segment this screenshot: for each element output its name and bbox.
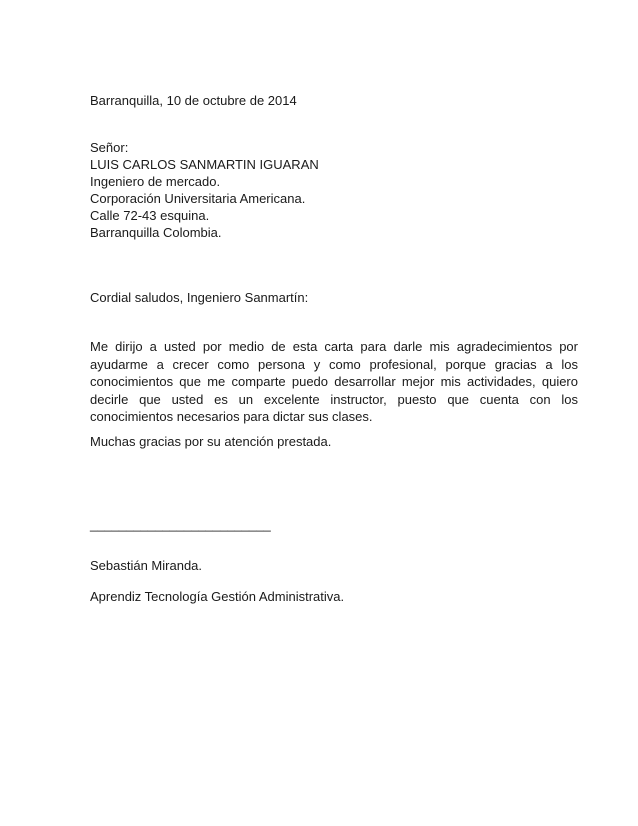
greeting [90,289,578,306]
recipient-address: Calle 72-43 esquina. [90,208,210,223]
signature-line [90,516,578,533]
signature-name-text: Sebastián Miranda. [90,558,203,573]
date-line [90,92,578,109]
recipient-block [90,139,578,241]
recipient-role: Ingeniero de mercado. [90,174,221,189]
closing-text: Muchas gracias por su atención prestada. [90,434,332,449]
body-paragraph: Me dirijo a usted por medio de esta carta para darle mis agradecimientos por ayudarme a crecer como persona y como profesional, porque gracias a los conocimientos que me comparte puedo desarrollar mejor mis actividades, quiero decirle que usted es un excelente instructor, puesto que cuenta con los conocimientos necesarios para dictar sus clases. [90,339,578,424]
greeting-text: Cordial saludos, Ingeniero Sanmartín: [90,290,309,305]
recipient-name: LUIS CARLOS SANMARTIN IGUARAN [90,157,319,172]
date-text: Barranquilla, 10 de octubre de 2014 [90,93,297,108]
recipient-salutation: Señor: [90,140,129,155]
signature-underline: _________________________ [90,517,271,532]
signature-title-text: Aprendiz Tecnología Gestión Administrativa. [90,589,345,604]
recipient-city: Barranquilla Colombia. [90,225,222,240]
signature-title [90,588,578,605]
closing [90,433,578,450]
signature-name [90,557,578,574]
recipient-institution: Corporación Universitaria Americana. [90,191,306,206]
